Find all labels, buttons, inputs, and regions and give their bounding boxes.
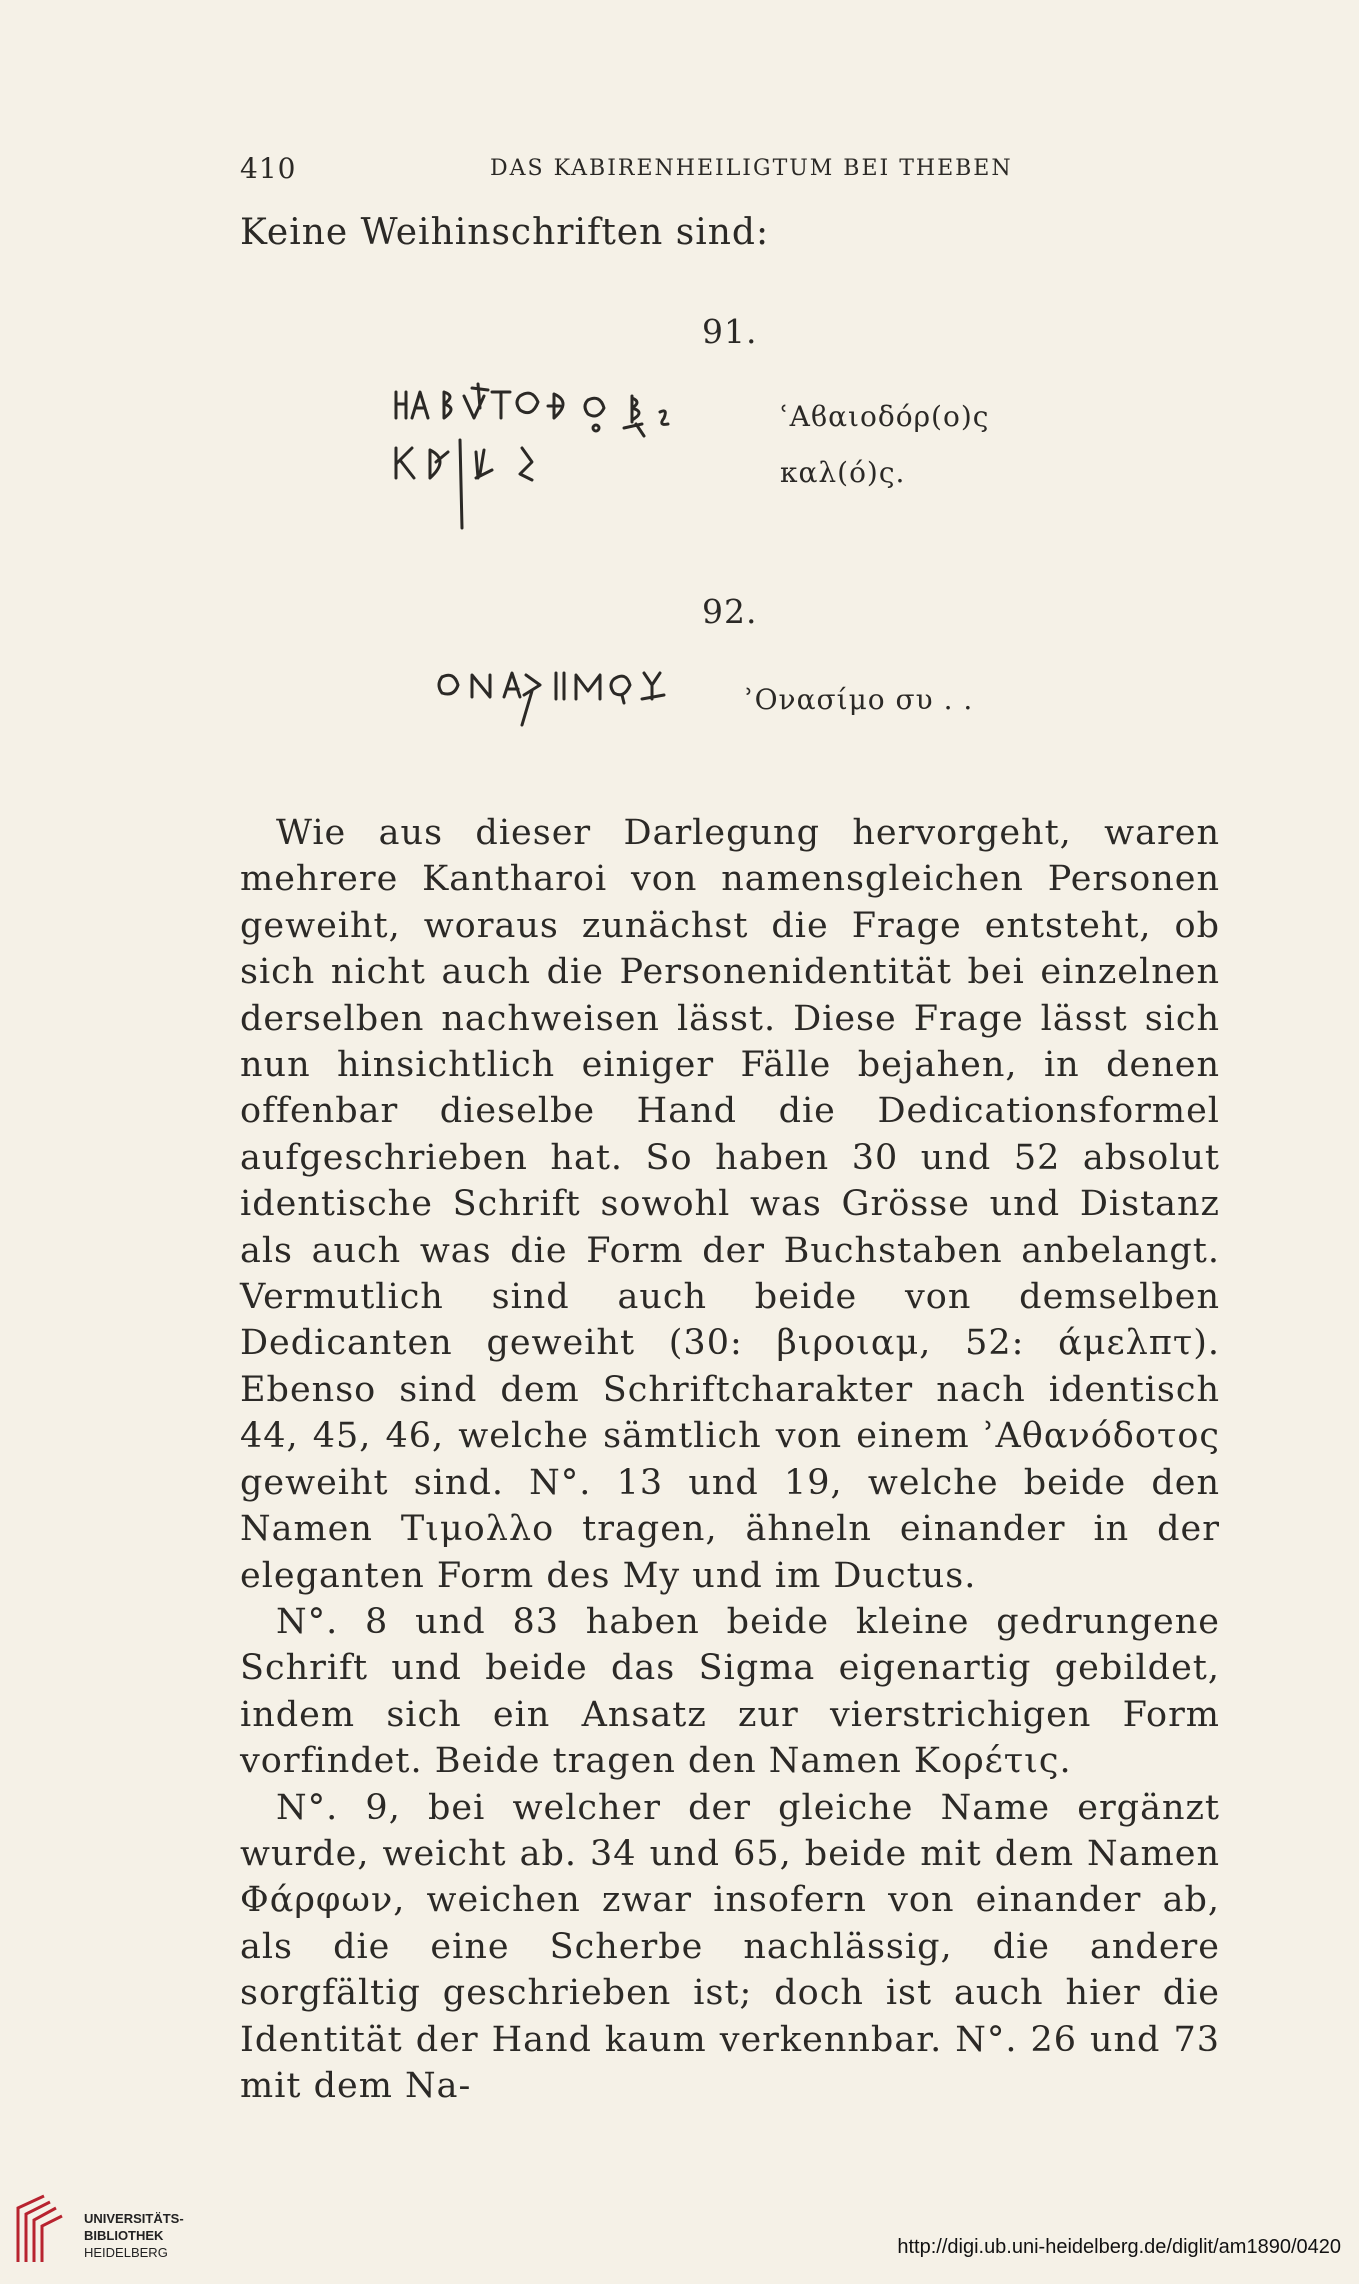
transcription-91-line-2: καλ(ό)ς. <box>780 456 906 489</box>
transcription-92-line-1: ʾΟνασίμο συ . . <box>745 683 974 716</box>
library-line-3: HEIDELBERG <box>84 2245 168 2260</box>
handwritten-inscription-91-icon <box>392 378 722 548</box>
running-title: DAS KABIRENHEILIGTUM BEI THEBEN <box>490 156 1013 181</box>
source-url[interactable]: http://digi.ub.uni-heidelberg.de/diglit/am1890/0420 <box>897 2236 1341 2258</box>
inscription-number-91: 91. <box>702 312 758 351</box>
inscription-number-92: 92. <box>702 592 758 631</box>
body-text <box>240 810 1220 2109</box>
library-line-2: BIBLIOTHEK <box>84 2228 164 2243</box>
paragraph: N°. 8 und 83 haben beide kleine gedrungene Schrift und beide das Sigma eigenartig gebildet, indem sich ein Ansatz zur vierstrichigen Form vorfindet. Beide tragen den Namen Κορέτις. <box>240 1601 1220 1782</box>
paragraph: N°. 9, bei welcher der gleiche Name ergänzt wurde, weicht ab. 34 und 65, beide mit dem Namen Φάρφων, weichen zwar insofern von einander ab, als die eine Scherbe nachlässig, die andere sorgfältig geschrieben ist; doch ist auch hier die Identität der Hand kaum verkennbar. N°. 26 und 73 mit dem Na- <box>240 1787 1220 2106</box>
university-library-logo-icon <box>10 2190 76 2274</box>
handwritten-inscription-92-icon <box>432 665 712 745</box>
library-name <box>84 2210 184 2261</box>
page-header <box>240 152 1230 192</box>
paragraph: Wie aus dieser Darlegung hervorgeht, waren mehrere Kantharoi von namensgleichen Personen geweiht, woraus zunächst die Frage entsteht, ob sich nicht auch die Personenidentität bei einzelnen derselben nachweisen lässt. Diese Frage lässt sich nun hinsichtlich einiger Fälle bejahen, in denen offenbar dieselbe Hand die Dedicationsformel aufgeschrieben hat. So haben 30 und 52 absolut identische Schrift sowohl was Grösse und Distanz als auch was die Form der Buchstaben anbelangt. Vermutlich sind auch beide von demselben Dedicanten geweiht (30: βιροιαμ, 52: άμελπτ). Ebenso sind dem Schriftcharakter nach identisch 44, 45, 46, welche sämtlich von einem ʾΑθανόδοτος geweiht sind. N°. 13 und 19, welche beide den Namen Τιμολλο tragen, ähneln einander in der eleganten Form des My und im Ductus. <box>240 813 1220 1596</box>
library-line-1: UNIVERSITÄTS- <box>84 2211 184 2226</box>
page-number: 410 <box>240 152 297 185</box>
transcription-91-line-1: ʿΑϐαιοδόρ(ο)ς <box>780 400 990 433</box>
library-footer <box>10 2190 184 2270</box>
section-heading: Keine Weihinschriften sind: <box>240 212 770 253</box>
